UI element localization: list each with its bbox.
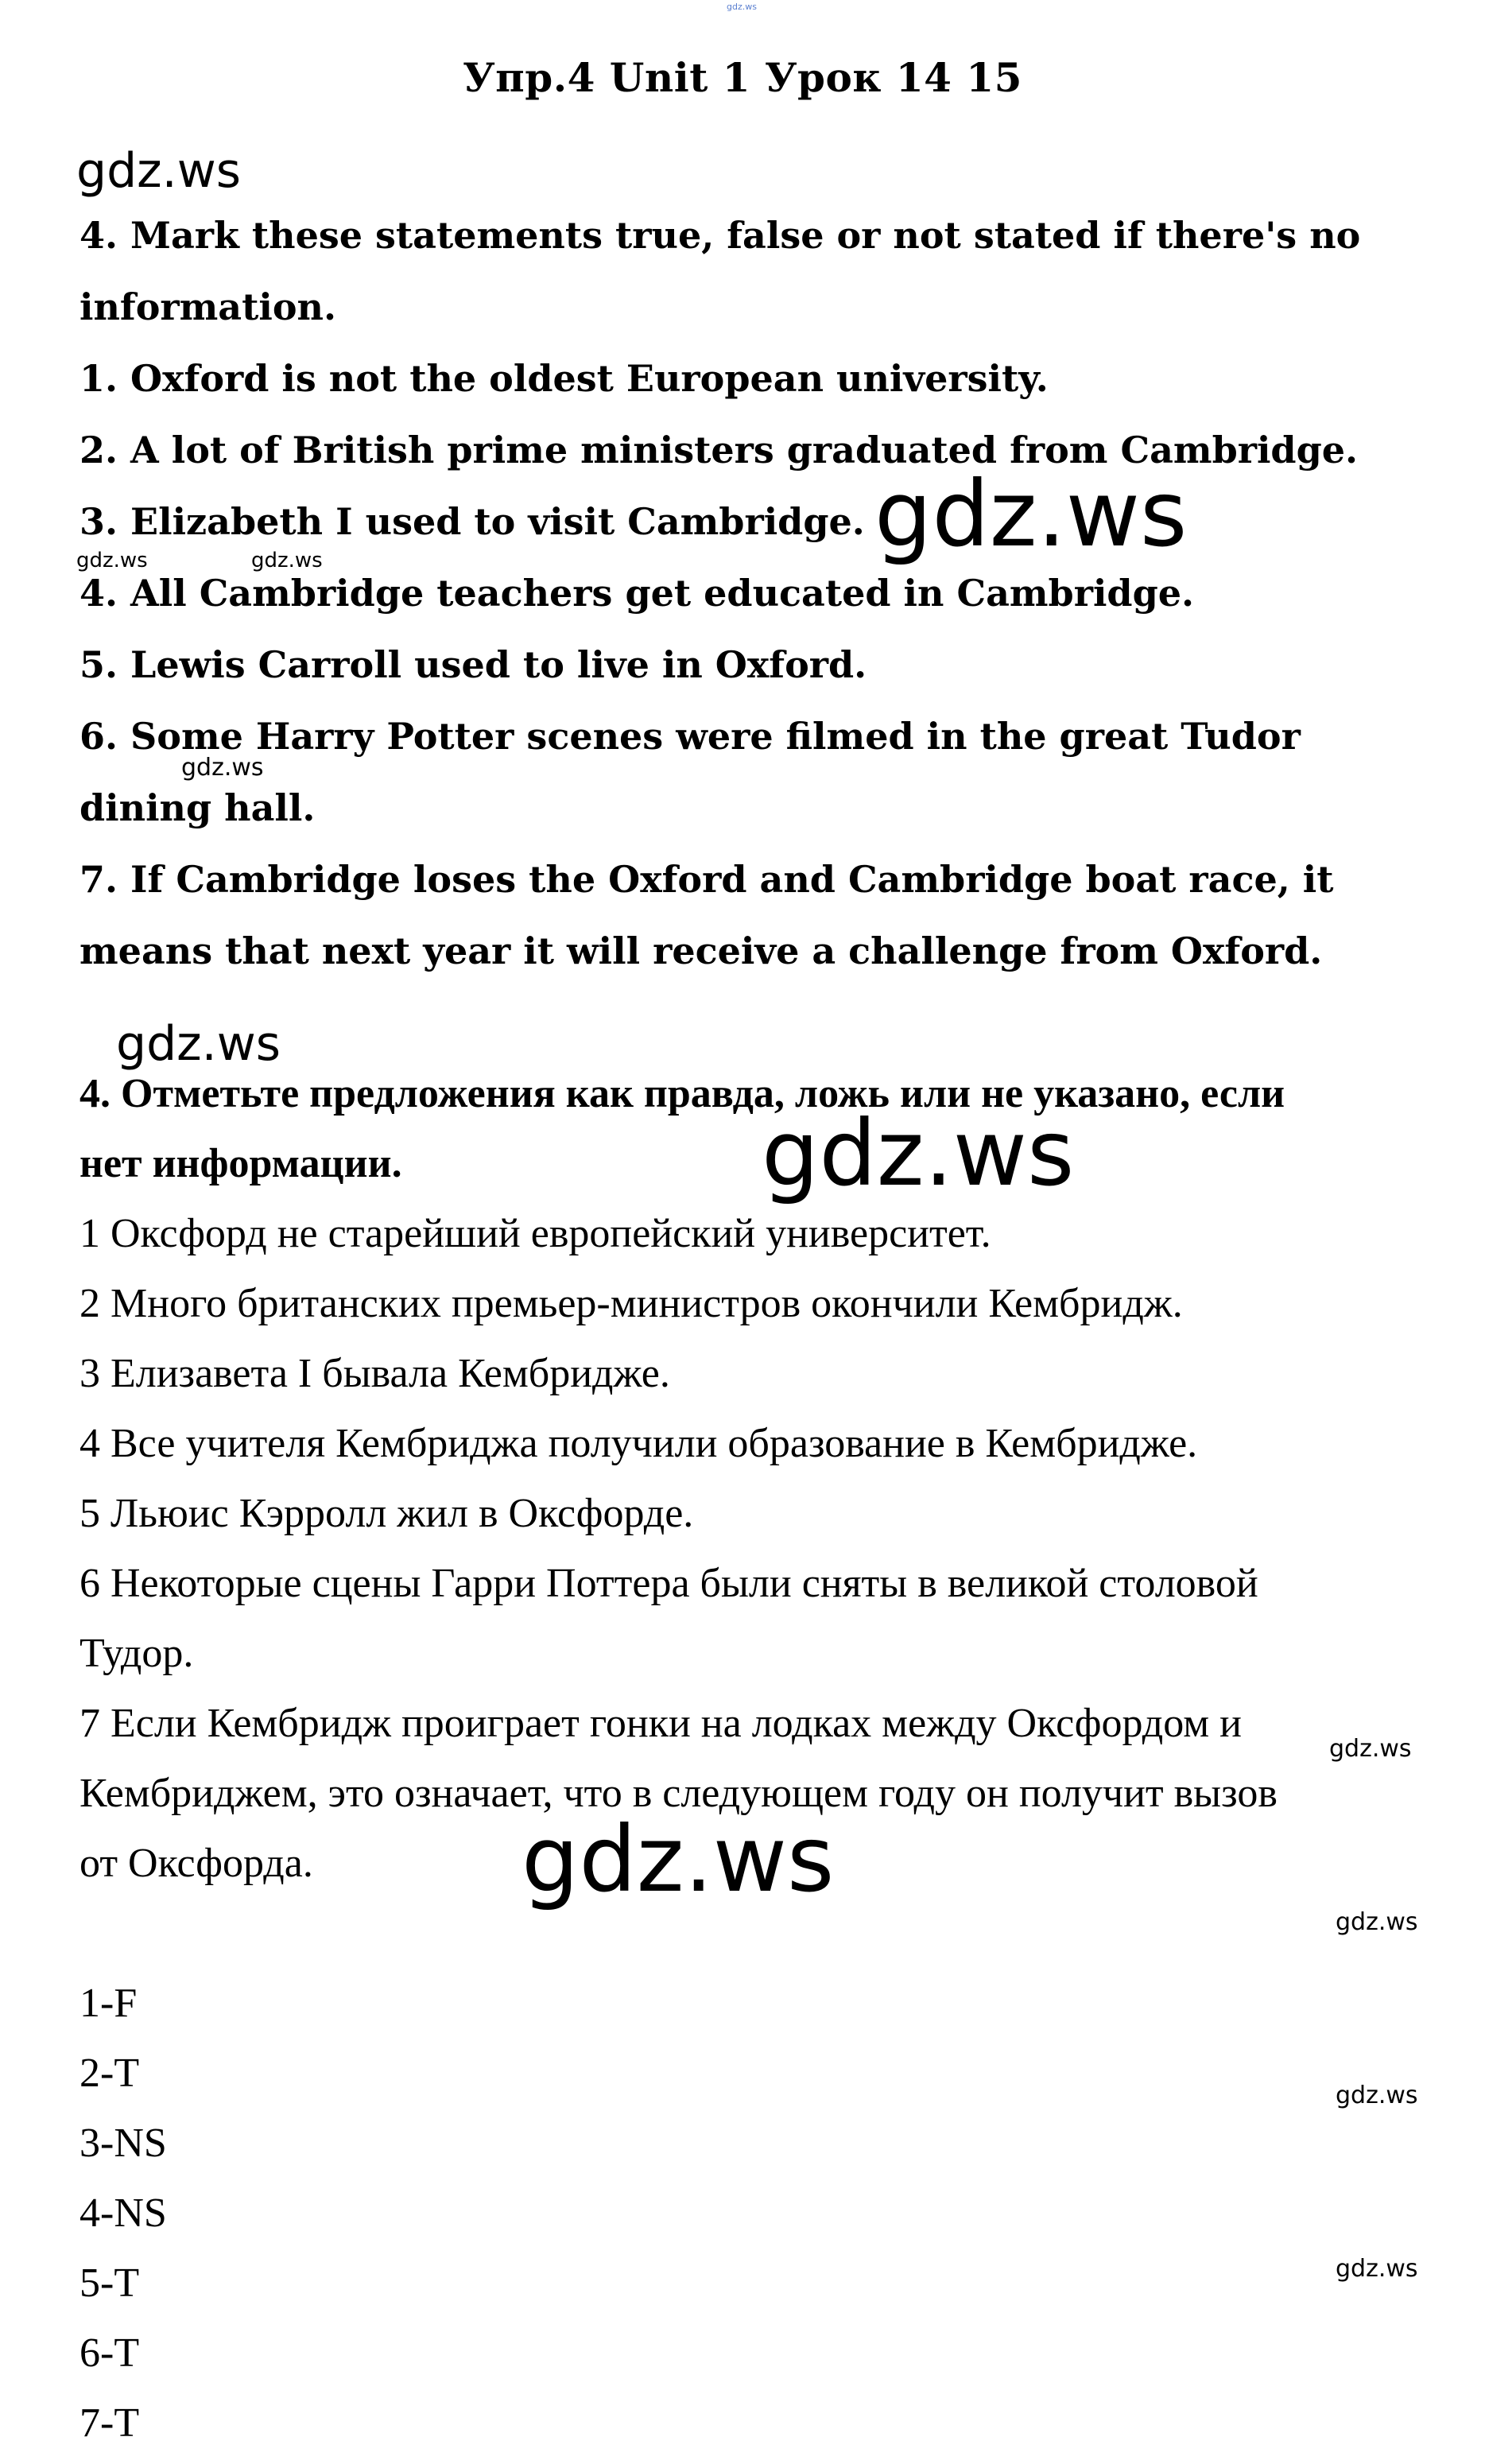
translation-7: 7 Если Кембридж проиграет гонки на лодках между Оксфордом и (79, 1701, 1242, 1746)
watermark: gdz.ws (874, 461, 1188, 567)
translation-6: 6 Некоторые сцены Гарри Поттера были сняты в великой столовой (79, 1561, 1258, 1606)
translation-3: 3 Елизавета I бывала Кембридже. (79, 1351, 670, 1396)
page-title: Упр.4 Unit 1 Урок 14 15 (463, 54, 1022, 101)
watermark: gdz.ws (251, 549, 323, 572)
translation-4: 4 Все учителя Кембриджа получили образование в Кембридже. (79, 1421, 1198, 1466)
watermark: gdz.ws (1329, 1735, 1412, 1763)
statement-3: 3. Elizabeth I used to visit Cambridge. (79, 500, 865, 543)
watermark: gdz.ws (521, 1806, 835, 1912)
translation-6: Тудор. (79, 1631, 194, 1676)
answer-item: 4-NS (79, 2190, 167, 2236)
answer-item: 5-T (79, 2260, 140, 2306)
answer-item: 3-NS (79, 2121, 167, 2166)
answer-item: 7-T (79, 2400, 140, 2446)
statement-2: 2. A lot of British prime ministers graduated from Cambridge. (79, 429, 1359, 471)
task-instruction: 4. Отметьте предложения как правда, ложь или не указано, если (79, 1071, 1285, 1116)
tiny-watermark: gdz.ws (727, 2, 757, 12)
watermark: gdz.ws (76, 143, 242, 199)
task-instruction: нет информации. (79, 1141, 402, 1186)
statement-5: 5. Lewis Carroll used to live in Oxford. (79, 643, 867, 686)
answer-item: 6-T (79, 2330, 140, 2376)
statement-6: 6. Some Harry Potter scenes were filmed in the great Tudor (79, 715, 1301, 758)
answer-list (79, 1969, 167, 2458)
watermark: gdz.ws (1336, 1908, 1418, 1936)
task-instruction: information. (79, 285, 336, 328)
watermark: gdz.ws (1336, 2255, 1418, 2283)
watermark: gdz.ws (762, 1100, 1075, 1206)
statement-1: 1. Oxford is not the oldest European university. (79, 357, 1049, 400)
translation-7: Кембриджем, это означает, что в следующем году он получит вызов (79, 1771, 1278, 1816)
statement-4: 4. All Cambridge teachers get educated in Cambridge. (79, 572, 1195, 615)
russian-translation (79, 1199, 1463, 1899)
translation-1: 1 Оксфорд не старейший европейский университет. (79, 1211, 991, 1256)
translation-5: 5 Льюис Кэрролл жил в Оксфорде. (79, 1491, 694, 1536)
watermark: gdz.ws (76, 549, 148, 572)
statement-6: dining hall. (79, 786, 316, 829)
watermark: gdz.ws (181, 754, 264, 782)
watermark: gdz.ws (1336, 2082, 1418, 2109)
english-exercise (79, 200, 1431, 987)
statement-7: 7. If Cambridge loses the Oxford and Cambridge boat race, it (79, 858, 1334, 901)
answer-item: 2-T (79, 2051, 140, 2096)
translation-2: 2 Много британских премьер-министров окончили Кембридж. (79, 1281, 1183, 1326)
statement-7: means that next year it will receive a challenge from Oxford. (79, 929, 1323, 972)
task-instruction: 4. Mark these statements true, false or not stated if there's no (79, 214, 1361, 257)
translation-7: от Оксфорда. (79, 1841, 313, 1886)
answer-item: 1-F (79, 1981, 138, 2026)
watermark: gdz.ws (116, 1016, 281, 1072)
